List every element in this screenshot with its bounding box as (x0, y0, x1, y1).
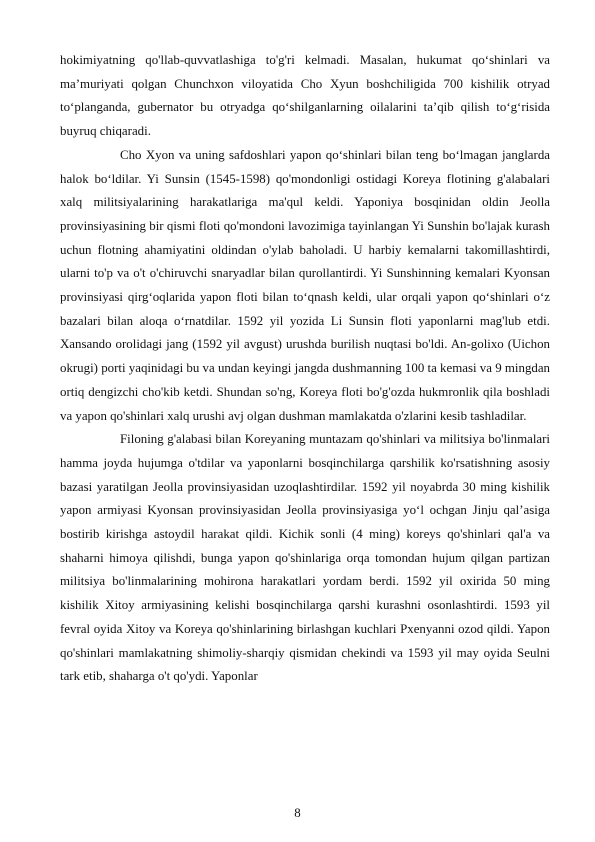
page-number: 8 (294, 806, 301, 820)
paragraph-filoning: Filoning g'alabasi bilan Koreyaning muntazam qo'shinlari va militsiya bo'linmalari hamma joyda hujumga o'tdilar va yaponlarni bosqinchilarga qarshilik ko'rsatishning asosiy bazasi yaratilgan Jeolla provinsiyasidan uzoqlashtirdilar. 1592 yil noyabrda 30 ming kishilik yapon armiyasi Kyonsan provinsiyasidan Jeolla provinsiyasiga yo‘l ochgan Jinju qal’asiga bostirib kirishga astoydil harakat qildi. Kichik sonli (4 ming) koreys qo'shinlari qal'a va shaharni himoya qilishdi, bunga yapon qo'shinlariga orqa tomondan hujum qilgan partizan militsiya bo'linmalarining mohirona harakatlari yordam berdi. 1592 yil oxirida 50 ming kishilik Xitoy armiyasining kelishi bosqinchilarga qarshi kurashni osonlashtirdi. 1593 yil fevral oyida Xitoy va Koreya qo'shinlarining birlashgan kuchlari Pxenyanni ozod qildi. Yapon qo'shinlari mamlakatning shimoliy-sharqiy qismidan chekindi va 1593 yil may oyida Seulni tark etib, shaharga o't qo'ydi. Yaponlar (60, 432, 550, 684)
body-text (60, 49, 550, 689)
paragraph-cho-xyon: Cho Xyon va uning safdoshlari yapon qo‘shinlari bilan teng bo‘lmagan janglarda halok bo‘ldilar. Yi Sunsin (1545-1598) qo'mondonligi ostidagi Koreya flotining g'alabalari xalq militsiyalarining harakatlariga ma'qul keldi. Yaponiya bosqinidan oldin Jeolla provinsiyasining bir qismi floti qo'mondoni lavozimiga tayinlangan Yi Sunshin bo'lajak kurash uchun flotning ahamiyatini oldindan o'ylab baholadi. U harbiy kemalarni takomillashtirdi, ularni to'p va o't o'chiruvchi snaryadlar bilan qurollantirdi. Yi Sunshinning kemalari Kyonsan provinsiyasi qirg‘oqlarida yapon floti bilan to‘qnash keldi, ular orqali yapon qo‘shinlari o‘z bazalari bilan aloqa o‘rnatdilar. 1592 yil yozida Li Sunsin floti yaponlarni mag'lub etdi. Xansando orolidagi jang (1592 yil avgust) urushda burilish nuqtasi bo'ldi. An-golixo (Uichon okrugi) porti yaqinidagi bu va undan keyingi jangda dushmanning 100 ta kemasi va 9 mingdan ortiq dengizchi cho'kib ketdi. Shundan so'ng, Koreya floti bo'g'ozda hukmronlik qila boshladi va yapon qo'shinlari xalq urushi avj olgan dushman mamlakatda o'zlarini kesib tashladilar. (60, 147, 550, 423)
paragraph-continuation: hokimiyatning qo'llab-quvvatlashiga to'g'ri kelmadi. Masalan, hukumat qo‘shinlari va ma’muriyati qolgan Chunchxon viloyatida Cho Xyun boshchiligida 700 kishilik otryad to‘planganda, gubernator bu otryadga qo‘shilganlarning oilalarini ta’qib qilish to‘g‘risida buyruq chiqaradi. (60, 53, 550, 139)
